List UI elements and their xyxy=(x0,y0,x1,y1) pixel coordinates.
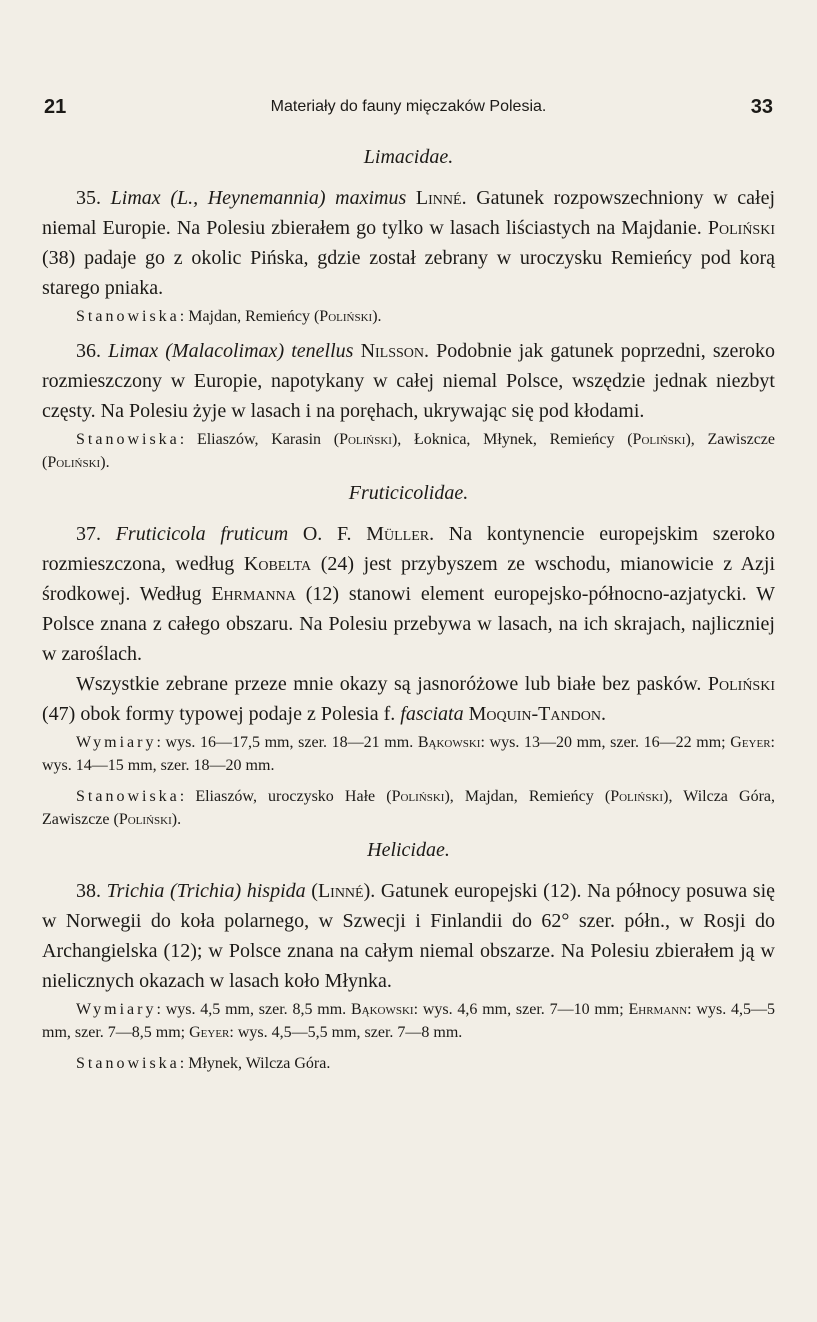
species-name: tenellus xyxy=(291,340,354,362)
measurements-note xyxy=(42,731,775,777)
note-text: ), Majdan, Remieńcy ( xyxy=(444,788,611,805)
note-text: ), Zawiszcze ( xyxy=(42,431,776,471)
reference-author: Bąkowski xyxy=(417,734,481,751)
reference-author: Poliński xyxy=(47,454,101,471)
note-text: : Eliaszów, uroczysko Hałe ( xyxy=(179,788,392,805)
entry-number: 37. xyxy=(76,523,101,545)
localities-note xyxy=(42,1052,775,1075)
entry-text: . Na kontynencie europejskim szeroko rozmieszczona, według xyxy=(42,523,776,575)
species-name: maximus xyxy=(335,187,407,209)
form-name: fasciata xyxy=(400,703,464,725)
page-number-right: 33 xyxy=(750,96,773,118)
note-label: Stanowiska xyxy=(76,431,180,448)
reference-author: Poliński xyxy=(319,308,373,325)
entry-text: (47) obok formy typowej podaje z Polesia f. xyxy=(42,703,401,725)
reference-author: Bąkowski xyxy=(350,1001,414,1018)
note-text: : wys. 4,5—5 mm, szer. 7—8,5 mm; xyxy=(42,1001,775,1041)
note-text: ). xyxy=(171,811,182,828)
species-entry-37-continued xyxy=(42,669,775,729)
note-text: : wys. 4,5—5,5 mm, szer. 7—8 mm. xyxy=(229,1024,463,1041)
entry-text: (38) padaje go z okolic Pińska, gdzie został zebrany w uroczysku Remieńcy pod korą starego pniaka. xyxy=(42,247,775,299)
species-entry-37 xyxy=(42,519,775,669)
subgenus-name: (Malacolimax) xyxy=(165,340,285,362)
localities-note xyxy=(42,785,775,831)
genus-name: Limax xyxy=(110,187,161,209)
entry-number: 38. xyxy=(76,880,101,902)
reference-author: Geyer xyxy=(730,734,771,751)
note-label: Stanowiska xyxy=(76,1055,180,1072)
author-name: Nilsson xyxy=(360,340,425,362)
species-entry-38 xyxy=(42,876,775,996)
family-heading-fruticicolidae: Fruticicolidae. xyxy=(348,482,469,504)
note-label: Wymiary xyxy=(76,734,157,751)
entry-text: . Gatunek rozpowszechniony w całej niemal Europie. Na Polesiu zbierałem go tylko w lasach liściastych na Majdanie. xyxy=(42,187,776,239)
note-text: : Młynek, Wilcza Góra. xyxy=(179,1055,331,1072)
genus-name: Limax xyxy=(108,340,159,362)
measurements-note xyxy=(42,998,775,1044)
note-text: ). xyxy=(372,308,382,325)
note-text: ), Wilcza Góra, Zawiszcze ( xyxy=(42,788,776,828)
entry-text: (24) jest przybyszem ze wschodu, mianowicie z Azji środkowej. Według xyxy=(42,553,775,605)
entry-number: 36. xyxy=(76,340,101,362)
reference-author: Geyer xyxy=(189,1024,230,1041)
note-text: : wys. 16—17,5 mm, szer. 18—21 mm. xyxy=(156,734,418,751)
note-text: : Majdan, Remieńcy ( xyxy=(179,308,320,325)
author-name: Moquin-Tandon xyxy=(468,703,601,725)
note-text: : wys. 4,5 mm, szer. 8,5 mm. xyxy=(156,1001,351,1018)
page-number-left: 21 xyxy=(44,96,67,118)
entry-number: 35. xyxy=(76,187,101,209)
species-name: Trichia (Trichia) hispida xyxy=(106,880,306,902)
entry-text: . Podobnie jak gatunek poprzedni, szeroko rozmieszczony w Europie, napotykany w całej niemal Polsce, wszędzie jednak niezbyt częsty. Na Polesiu żyje w lasach i na poręhach, ukrywając się pod kłodami. xyxy=(42,340,776,422)
localities-note xyxy=(42,428,775,474)
author-name: O. F. Müller xyxy=(302,523,430,545)
note-text: ). xyxy=(100,454,110,471)
family-heading-limacidae: Limacidae. xyxy=(363,146,454,168)
author-name: Linné xyxy=(415,187,462,209)
note-label: Stanowiska xyxy=(76,788,180,805)
species-entry-36 xyxy=(42,336,775,426)
reference-author: Poliński xyxy=(707,217,775,239)
localities-note xyxy=(42,305,775,328)
reference-author: Poliński xyxy=(339,431,392,448)
family-heading-helicidae: Helicidae. xyxy=(367,839,450,861)
note-text: ), Łoknica, Młynek, Remieńcy ( xyxy=(391,431,633,448)
subgenus-name: (L., Heynemannia) xyxy=(170,187,326,209)
note-label: Stanowiska xyxy=(76,308,180,325)
running-header xyxy=(44,96,773,128)
reference-author: Poliński xyxy=(707,673,775,695)
entry-text: ( xyxy=(305,880,318,902)
entry-text: (12) stanowi element europejsko-północno-azjatycki. W Polsce znana z całego obszaru. Na Polesiu przebywa w lasach, na ich skrajach, najliczniej w zaroślach. xyxy=(42,583,775,665)
entry-text: Wszystkie zebrane przeze mnie okazy są jasnoróżowe lub białe bez pasków. xyxy=(76,673,708,695)
reference-author: Ehrmanna xyxy=(211,583,296,605)
reference-author: Poliński xyxy=(632,431,686,448)
note-text: : wys. 14—15 mm, szer. 18—20 mm. xyxy=(42,734,775,774)
reference-author: Ehrmann xyxy=(628,1001,688,1018)
entry-text: . xyxy=(600,703,606,725)
note-text: : wys. 13—20 mm, szer. 16—22 mm; xyxy=(480,734,731,751)
reference-author: Poliński xyxy=(610,788,664,805)
note-text: : Eliaszów, Karasin ( xyxy=(179,431,340,448)
note-label: Wymiary xyxy=(76,1001,157,1018)
page-body xyxy=(42,138,775,1083)
author-name: Linné xyxy=(317,880,364,902)
reference-author: Poliński xyxy=(391,788,445,805)
reference-author: Kobelta xyxy=(243,553,312,575)
species-name: Fruticicola fruticum xyxy=(115,523,289,545)
entry-text: ). Gatunek europejski (12). Na północy posuwa się w Norwegii do koła polarnego, w Szwecji i Finlandii do 62° szer. półn., w Rosji do Archangielska (12); w Polsce znana na całym niemal obszarze. Na Polesiu zbierałem ją w nielicznych okazach w lasach koło Młynka. xyxy=(42,880,775,992)
running-title: Materiały do fauny mięczaków Polesia. xyxy=(270,98,547,115)
reference-author: Poliński xyxy=(118,811,172,828)
species-entry-35 xyxy=(42,183,775,303)
note-text: : wys. 4,6 mm, szer. 7—10 mm; xyxy=(413,1001,629,1018)
